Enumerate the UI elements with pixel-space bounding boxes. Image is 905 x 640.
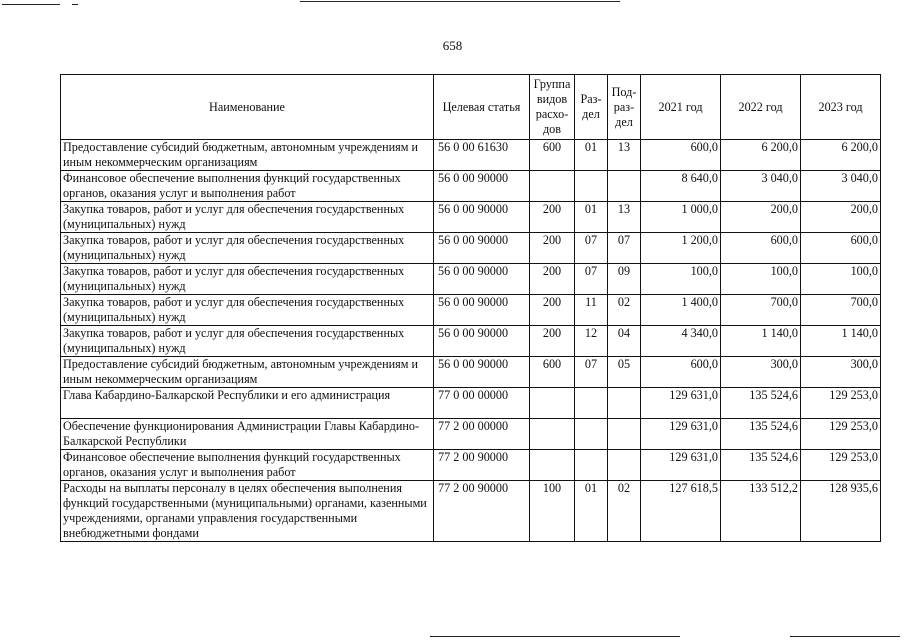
row-2023: 1 140,0 bbox=[801, 326, 881, 357]
row-2023: 600,0 bbox=[801, 233, 881, 264]
budget-table bbox=[60, 74, 881, 542]
row-subsection: 05 bbox=[608, 357, 641, 388]
row-2022: 135 524,6 bbox=[721, 450, 801, 481]
row-name: Расходы на выплаты персоналу в целях обеспечения выполнения функций государственными (муниципальными) органами, казенными учреждениями, органами управления государственными внебюджетными фондами bbox=[61, 481, 434, 542]
row-2023: 6 200,0 bbox=[801, 140, 881, 171]
row-2021: 4 340,0 bbox=[641, 326, 721, 357]
row-target: 56 0 00 90000 bbox=[434, 202, 530, 233]
row-2021: 129 631,0 bbox=[641, 419, 721, 450]
row-section bbox=[575, 450, 608, 481]
row-2023: 200,0 bbox=[801, 202, 881, 233]
row-2022: 133 512,2 bbox=[721, 481, 801, 542]
column-header-section: Раз-дел bbox=[575, 75, 608, 140]
row-2022: 300,0 bbox=[721, 357, 801, 388]
column-header-target: Целевая статья bbox=[434, 75, 530, 140]
row-2021: 129 631,0 bbox=[641, 388, 721, 419]
row-2023: 129 253,0 bbox=[801, 450, 881, 481]
row-group bbox=[530, 388, 575, 419]
column-header-2021: 2021 год bbox=[641, 75, 721, 140]
row-2023: 700,0 bbox=[801, 295, 881, 326]
column-header-subsection: Под-раз-дел bbox=[608, 75, 641, 140]
table-row bbox=[61, 202, 881, 233]
row-2021: 100,0 bbox=[641, 264, 721, 295]
scan-mark-top-line bbox=[300, 1, 620, 2]
row-2022: 135 524,6 bbox=[721, 419, 801, 450]
row-section bbox=[575, 419, 608, 450]
scan-mark-bottom-right bbox=[790, 636, 900, 637]
row-target: 56 0 00 90000 bbox=[434, 264, 530, 295]
row-subsection: 07 bbox=[608, 233, 641, 264]
row-subsection: 13 bbox=[608, 202, 641, 233]
row-section bbox=[575, 388, 608, 419]
row-2021: 1 000,0 bbox=[641, 202, 721, 233]
row-2022: 100,0 bbox=[721, 264, 801, 295]
row-section: 07 bbox=[575, 357, 608, 388]
row-name: Закупка товаров, работ и услуг для обеспечения государственных (муниципальных) нужд bbox=[61, 295, 434, 326]
row-group: 600 bbox=[530, 357, 575, 388]
scan-mark-top-left bbox=[2, 4, 60, 5]
row-name: Закупка товаров, работ и услуг для обеспечения государственных (муниципальных) нужд bbox=[61, 326, 434, 357]
column-header-group: Группа видов расхо-дов bbox=[530, 75, 575, 140]
row-name: Закупка товаров, работ и услуг для обеспечения государственных (муниципальных) нужд bbox=[61, 264, 434, 295]
row-subsection bbox=[608, 388, 641, 419]
row-section bbox=[575, 171, 608, 202]
row-subsection: 02 bbox=[608, 481, 641, 542]
row-2022: 6 200,0 bbox=[721, 140, 801, 171]
row-2022: 200,0 bbox=[721, 202, 801, 233]
table-row bbox=[61, 264, 881, 295]
row-target: 56 0 00 90000 bbox=[434, 171, 530, 202]
row-group: 200 bbox=[530, 326, 575, 357]
row-name: Обеспечение функционирования Администрации Главы Кабардино-Балкарской Республики bbox=[61, 419, 434, 450]
row-section: 12 bbox=[575, 326, 608, 357]
row-2023: 129 253,0 bbox=[801, 388, 881, 419]
row-section: 01 bbox=[575, 481, 608, 542]
row-subsection: 04 bbox=[608, 326, 641, 357]
row-group: 100 bbox=[530, 481, 575, 542]
row-target: 56 0 00 90000 bbox=[434, 233, 530, 264]
row-name: Глава Кабардино-Балкарской Республики и его администрация bbox=[61, 388, 434, 419]
row-2021: 127 618,5 bbox=[641, 481, 721, 542]
row-target: 77 2 00 00000 bbox=[434, 419, 530, 450]
row-section: 07 bbox=[575, 264, 608, 295]
column-header-2023: 2023 год bbox=[801, 75, 881, 140]
row-subsection bbox=[608, 419, 641, 450]
row-2023: 3 040,0 bbox=[801, 171, 881, 202]
table-row bbox=[61, 481, 881, 542]
row-subsection: 13 bbox=[608, 140, 641, 171]
table-row bbox=[61, 388, 881, 419]
row-group: 200 bbox=[530, 264, 575, 295]
row-2023: 129 253,0 bbox=[801, 419, 881, 450]
row-target: 56 0 00 90000 bbox=[434, 295, 530, 326]
table-row bbox=[61, 450, 881, 481]
column-header-name: Наименование bbox=[61, 75, 434, 140]
row-2021: 600,0 bbox=[641, 140, 721, 171]
row-2021: 129 631,0 bbox=[641, 450, 721, 481]
table-header-row bbox=[61, 75, 881, 140]
row-2021: 8 640,0 bbox=[641, 171, 721, 202]
row-2023: 300,0 bbox=[801, 357, 881, 388]
row-section: 01 bbox=[575, 140, 608, 171]
row-2022: 3 040,0 bbox=[721, 171, 801, 202]
row-subsection: 02 bbox=[608, 295, 641, 326]
row-target: 77 2 00 90000 bbox=[434, 450, 530, 481]
row-subsection: 09 bbox=[608, 264, 641, 295]
table-row bbox=[61, 419, 881, 450]
row-subsection bbox=[608, 171, 641, 202]
row-name: Предоставление субсидий бюджетным, автономным учреждениям и иным некоммерческим организациям bbox=[61, 357, 434, 388]
row-2023: 128 935,6 bbox=[801, 481, 881, 542]
row-target: 77 2 00 90000 bbox=[434, 481, 530, 542]
row-2022: 135 524,6 bbox=[721, 388, 801, 419]
row-group: 200 bbox=[530, 202, 575, 233]
table-row bbox=[61, 326, 881, 357]
scan-mark-top-dash bbox=[72, 4, 78, 5]
row-2022: 600,0 bbox=[721, 233, 801, 264]
row-2023: 100,0 bbox=[801, 264, 881, 295]
row-2021: 1 200,0 bbox=[641, 233, 721, 264]
page-number: 658 bbox=[442, 38, 463, 53]
table-row bbox=[61, 357, 881, 388]
row-name: Закупка товаров, работ и услуг для обеспечения государственных (муниципальных) нужд bbox=[61, 202, 434, 233]
row-target: 56 0 00 61630 bbox=[434, 140, 530, 171]
row-group: 200 bbox=[530, 295, 575, 326]
table-row bbox=[61, 171, 881, 202]
row-group bbox=[530, 419, 575, 450]
row-target: 56 0 00 90000 bbox=[434, 357, 530, 388]
row-target: 77 0 00 00000 bbox=[434, 388, 530, 419]
row-name: Финансовое обеспечение выполнения функций государственных органов, оказания услуг и выполнения работ bbox=[61, 171, 434, 202]
row-group bbox=[530, 171, 575, 202]
row-section: 01 bbox=[575, 202, 608, 233]
table-row bbox=[61, 140, 881, 171]
row-2022: 700,0 bbox=[721, 295, 801, 326]
row-group bbox=[530, 450, 575, 481]
table-row bbox=[61, 233, 881, 264]
row-2021: 1 400,0 bbox=[641, 295, 721, 326]
row-subsection bbox=[608, 450, 641, 481]
column-header-2022: 2022 год bbox=[721, 75, 801, 140]
row-2022: 1 140,0 bbox=[721, 326, 801, 357]
row-section: 07 bbox=[575, 233, 608, 264]
row-target: 56 0 00 90000 bbox=[434, 326, 530, 357]
row-2021: 600,0 bbox=[641, 357, 721, 388]
row-group: 200 bbox=[530, 233, 575, 264]
row-group: 600 bbox=[530, 140, 575, 171]
scan-mark-bottom-line bbox=[430, 636, 680, 637]
row-section: 11 bbox=[575, 295, 608, 326]
row-name: Предоставление субсидий бюджетным, автономным учреждениям и иным некоммерческим организациям bbox=[61, 140, 434, 171]
row-name: Финансовое обеспечение выполнения функций государственных органов, оказания услуг и выполнения работ bbox=[61, 450, 434, 481]
row-name: Закупка товаров, работ и услуг для обеспечения государственных (муниципальных) нужд bbox=[61, 233, 434, 264]
table-row bbox=[61, 295, 881, 326]
